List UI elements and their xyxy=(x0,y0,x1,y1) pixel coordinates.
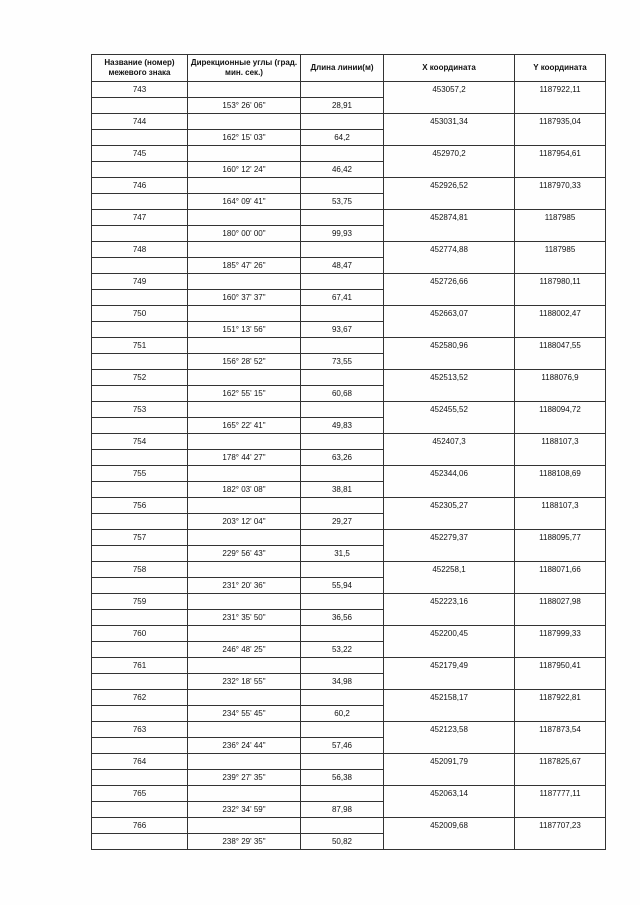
y-coordinate: 1188095,77 xyxy=(515,530,606,546)
marker-empty xyxy=(92,610,188,626)
bearing-angle: 185° 47' 26" xyxy=(188,258,301,274)
x-coordinate: 452774,88 xyxy=(384,242,515,258)
bearing-angle: 156° 28' 52" xyxy=(188,354,301,370)
table-row-point xyxy=(92,146,606,162)
line-length: 46,42 xyxy=(301,162,384,178)
x-empty xyxy=(384,354,515,370)
marker-name: 751 xyxy=(92,338,188,354)
bearing-angle: 203° 12' 04" xyxy=(188,514,301,530)
y-empty xyxy=(515,258,606,274)
table-row-point xyxy=(92,786,606,802)
line-length: 48,47 xyxy=(301,258,384,274)
length-empty xyxy=(301,722,384,738)
bearing-angle: 160° 12' 24" xyxy=(188,162,301,178)
y-coordinate: 1187922,81 xyxy=(515,690,606,706)
bearing-empty xyxy=(188,210,301,226)
marker-name: 749 xyxy=(92,274,188,290)
length-empty xyxy=(301,690,384,706)
line-length: 67,41 xyxy=(301,290,384,306)
x-empty xyxy=(384,450,515,466)
table-row-point xyxy=(92,274,606,290)
y-empty xyxy=(515,834,606,850)
marker-name: 762 xyxy=(92,690,188,706)
marker-empty xyxy=(92,834,188,850)
header-length: Длина линии(м) xyxy=(301,55,384,82)
marker-empty xyxy=(92,706,188,722)
length-empty xyxy=(301,146,384,162)
x-empty xyxy=(384,834,515,850)
x-coordinate: 452455,52 xyxy=(384,402,515,418)
table-row-line xyxy=(92,642,606,658)
bearing-empty xyxy=(188,786,301,802)
y-coordinate: 1187980,11 xyxy=(515,274,606,290)
length-empty xyxy=(301,754,384,770)
table-row-point xyxy=(92,82,606,98)
bearing-empty xyxy=(188,146,301,162)
x-empty xyxy=(384,770,515,786)
table-row-point xyxy=(92,434,606,450)
table-row-line xyxy=(92,354,606,370)
marker-empty xyxy=(92,738,188,754)
marker-name: 764 xyxy=(92,754,188,770)
table-row-line xyxy=(92,770,606,786)
table-row-point xyxy=(92,530,606,546)
x-coordinate: 452513,52 xyxy=(384,370,515,386)
y-empty xyxy=(515,482,606,498)
length-empty xyxy=(301,466,384,482)
marker-empty xyxy=(92,226,188,242)
bearing-angle: 180° 00' 00" xyxy=(188,226,301,242)
length-empty xyxy=(301,530,384,546)
coordinates-table xyxy=(91,54,606,850)
marker-empty xyxy=(92,418,188,434)
x-coordinate: 452258,1 xyxy=(384,562,515,578)
table-row-point xyxy=(92,498,606,514)
x-empty xyxy=(384,514,515,530)
bearing-empty xyxy=(188,690,301,706)
marker-empty xyxy=(92,578,188,594)
y-empty xyxy=(515,738,606,754)
bearing-angle: 234° 55' 45" xyxy=(188,706,301,722)
bearing-empty xyxy=(188,274,301,290)
x-coordinate: 453057,2 xyxy=(384,82,515,98)
line-length: 63,26 xyxy=(301,450,384,466)
bearing-angle: 229° 56' 43" xyxy=(188,546,301,562)
x-empty xyxy=(384,706,515,722)
x-empty xyxy=(384,578,515,594)
line-length: 55,94 xyxy=(301,578,384,594)
bearing-empty xyxy=(188,370,301,386)
x-empty xyxy=(384,610,515,626)
length-empty xyxy=(301,658,384,674)
x-coordinate: 452926,52 xyxy=(384,178,515,194)
y-coordinate: 1187707,23 xyxy=(515,818,606,834)
header-bearing: Дирекционные углы (град. мин. сек.) xyxy=(188,55,301,82)
y-empty xyxy=(515,194,606,210)
y-coordinate: 1188071,66 xyxy=(515,562,606,578)
y-coordinate: 1188002,47 xyxy=(515,306,606,322)
table-row-line xyxy=(92,450,606,466)
x-empty xyxy=(384,546,515,562)
y-coordinate: 1187985 xyxy=(515,242,606,258)
table-row-point xyxy=(92,306,606,322)
length-empty xyxy=(301,82,384,98)
x-empty xyxy=(384,674,515,690)
table-body xyxy=(92,82,606,850)
y-empty xyxy=(515,674,606,690)
length-empty xyxy=(301,434,384,450)
x-empty xyxy=(384,226,515,242)
marker-name: 755 xyxy=(92,466,188,482)
length-empty xyxy=(301,370,384,386)
line-length: 31,5 xyxy=(301,546,384,562)
x-empty xyxy=(384,802,515,818)
marker-name: 743 xyxy=(92,82,188,98)
bearing-empty xyxy=(188,626,301,642)
bearing-empty xyxy=(188,498,301,514)
table-row-line xyxy=(92,290,606,306)
y-empty xyxy=(515,514,606,530)
y-coordinate: 1187777,11 xyxy=(515,786,606,802)
marker-name: 766 xyxy=(92,818,188,834)
bearing-angle: 165° 22' 41" xyxy=(188,418,301,434)
y-empty xyxy=(515,322,606,338)
y-coordinate: 1188107,3 xyxy=(515,434,606,450)
table-row-line xyxy=(92,322,606,338)
table-row-point xyxy=(92,690,606,706)
y-coordinate: 1187950,41 xyxy=(515,658,606,674)
table-row-line xyxy=(92,578,606,594)
marker-empty xyxy=(92,290,188,306)
marker-empty xyxy=(92,130,188,146)
length-empty xyxy=(301,786,384,802)
line-length: 36,56 xyxy=(301,610,384,626)
table-row-line xyxy=(92,258,606,274)
x-coordinate: 452580,96 xyxy=(384,338,515,354)
marker-name: 754 xyxy=(92,434,188,450)
bearing-empty xyxy=(188,306,301,322)
marker-empty xyxy=(92,354,188,370)
table-row-point xyxy=(92,594,606,610)
y-empty xyxy=(515,386,606,402)
table-row-line xyxy=(92,514,606,530)
line-length: 93,67 xyxy=(301,322,384,338)
marker-name: 752 xyxy=(92,370,188,386)
bearing-angle: 153° 26' 06" xyxy=(188,98,301,114)
line-length: 53,75 xyxy=(301,194,384,210)
y-empty xyxy=(515,130,606,146)
bearing-angle: 160° 37' 37" xyxy=(188,290,301,306)
y-empty xyxy=(515,226,606,242)
x-empty xyxy=(384,290,515,306)
y-coordinate: 1188094,72 xyxy=(515,402,606,418)
marker-name: 753 xyxy=(92,402,188,418)
table-row-line xyxy=(92,194,606,210)
marker-empty xyxy=(92,322,188,338)
y-coordinate: 1187985 xyxy=(515,210,606,226)
y-coordinate: 1187935,04 xyxy=(515,114,606,130)
x-empty xyxy=(384,322,515,338)
table-row-point xyxy=(92,722,606,738)
table-row-line xyxy=(92,706,606,722)
bearing-empty xyxy=(188,562,301,578)
bearing-angle: 164° 09' 41" xyxy=(188,194,301,210)
bearing-empty xyxy=(188,402,301,418)
x-coordinate: 453031,34 xyxy=(384,114,515,130)
table-row-line xyxy=(92,130,606,146)
table-row-point xyxy=(92,658,606,674)
table-row-point xyxy=(92,818,606,834)
line-length: 38,81 xyxy=(301,482,384,498)
x-coordinate: 452200,45 xyxy=(384,626,515,642)
line-length: 57,46 xyxy=(301,738,384,754)
x-coordinate: 452223,16 xyxy=(384,594,515,610)
y-empty xyxy=(515,770,606,786)
length-empty xyxy=(301,114,384,130)
line-length: 60,68 xyxy=(301,386,384,402)
marker-name: 761 xyxy=(92,658,188,674)
marker-name: 758 xyxy=(92,562,188,578)
line-length: 29,27 xyxy=(301,514,384,530)
table-row-line xyxy=(92,98,606,114)
marker-name: 756 xyxy=(92,498,188,514)
table-row-point xyxy=(92,338,606,354)
table-row-line xyxy=(92,834,606,850)
y-coordinate: 1187954,61 xyxy=(515,146,606,162)
length-empty xyxy=(301,626,384,642)
line-length: 60,2 xyxy=(301,706,384,722)
bearing-empty xyxy=(188,722,301,738)
line-length: 49,83 xyxy=(301,418,384,434)
marker-empty xyxy=(92,386,188,402)
table-row-line xyxy=(92,226,606,242)
y-empty xyxy=(515,546,606,562)
y-coordinate: 1187970,33 xyxy=(515,178,606,194)
header-y: Y координата xyxy=(515,55,606,82)
table-row-point xyxy=(92,562,606,578)
length-empty xyxy=(301,306,384,322)
x-empty xyxy=(384,258,515,274)
bearing-empty xyxy=(188,818,301,834)
y-coordinate: 1188027,98 xyxy=(515,594,606,610)
x-coordinate: 452091,79 xyxy=(384,754,515,770)
marker-empty xyxy=(92,194,188,210)
table-row-point xyxy=(92,754,606,770)
length-empty xyxy=(301,338,384,354)
bearing-empty xyxy=(188,178,301,194)
line-length: 28,91 xyxy=(301,98,384,114)
x-coordinate: 452279,37 xyxy=(384,530,515,546)
table-row-line xyxy=(92,546,606,562)
line-length: 99,93 xyxy=(301,226,384,242)
length-empty xyxy=(301,210,384,226)
table-row-line xyxy=(92,482,606,498)
bearing-empty xyxy=(188,242,301,258)
marker-name: 746 xyxy=(92,178,188,194)
y-coordinate: 1188108,69 xyxy=(515,466,606,482)
bearing-empty xyxy=(188,338,301,354)
table-row-point xyxy=(92,210,606,226)
bearing-angle: 239° 27' 35" xyxy=(188,770,301,786)
marker-name: 757 xyxy=(92,530,188,546)
line-length: 53,22 xyxy=(301,642,384,658)
bearing-empty xyxy=(188,594,301,610)
bearing-empty xyxy=(188,434,301,450)
bearing-angle: 162° 15' 03" xyxy=(188,130,301,146)
y-empty xyxy=(515,706,606,722)
bearing-empty xyxy=(188,658,301,674)
x-empty xyxy=(384,642,515,658)
bearing-angle: 232° 18' 55" xyxy=(188,674,301,690)
table-row-point xyxy=(92,178,606,194)
y-coordinate: 1188107,3 xyxy=(515,498,606,514)
marker-name: 745 xyxy=(92,146,188,162)
marker-name: 765 xyxy=(92,786,188,802)
marker-name: 747 xyxy=(92,210,188,226)
marker-empty xyxy=(92,162,188,178)
x-coordinate: 452063,14 xyxy=(384,786,515,802)
bearing-angle: 236° 24' 44" xyxy=(188,738,301,754)
y-empty xyxy=(515,98,606,114)
x-empty xyxy=(384,386,515,402)
bearing-empty xyxy=(188,114,301,130)
x-coordinate: 452009,68 xyxy=(384,818,515,834)
marker-empty xyxy=(92,258,188,274)
y-coordinate: 1187922,11 xyxy=(515,82,606,98)
y-coordinate: 1187999,33 xyxy=(515,626,606,642)
y-empty xyxy=(515,290,606,306)
line-length: 64,2 xyxy=(301,130,384,146)
header-x: X координата xyxy=(384,55,515,82)
marker-empty xyxy=(92,450,188,466)
marker-empty xyxy=(92,770,188,786)
bearing-empty xyxy=(188,82,301,98)
length-empty xyxy=(301,498,384,514)
marker-empty xyxy=(92,98,188,114)
table-row-line xyxy=(92,418,606,434)
marker-name: 748 xyxy=(92,242,188,258)
y-coordinate: 1188047,55 xyxy=(515,338,606,354)
bearing-angle: 232° 34' 59" xyxy=(188,802,301,818)
marker-empty xyxy=(92,802,188,818)
header-marker-name: Название (номер) межевого знака xyxy=(92,55,188,82)
y-empty xyxy=(515,578,606,594)
x-coordinate: 452123,58 xyxy=(384,722,515,738)
bearing-angle: 238° 29' 35" xyxy=(188,834,301,850)
marker-empty xyxy=(92,546,188,562)
bearing-angle: 231° 35' 50" xyxy=(188,610,301,626)
marker-empty xyxy=(92,674,188,690)
bearing-angle: 162° 55' 15" xyxy=(188,386,301,402)
y-coordinate: 1187873,54 xyxy=(515,722,606,738)
marker-empty xyxy=(92,642,188,658)
line-length: 34,98 xyxy=(301,674,384,690)
marker-name: 760 xyxy=(92,626,188,642)
line-length: 87,98 xyxy=(301,802,384,818)
marker-empty xyxy=(92,482,188,498)
marker-name: 763 xyxy=(92,722,188,738)
y-coordinate: 1187825,67 xyxy=(515,754,606,770)
x-empty xyxy=(384,98,515,114)
length-empty xyxy=(301,274,384,290)
x-empty xyxy=(384,482,515,498)
x-coordinate: 452874,81 xyxy=(384,210,515,226)
table-row-point xyxy=(92,114,606,130)
marker-name: 750 xyxy=(92,306,188,322)
x-empty xyxy=(384,162,515,178)
x-empty xyxy=(384,418,515,434)
table-row-point xyxy=(92,466,606,482)
bearing-angle: 246° 48' 25" xyxy=(188,642,301,658)
bearing-angle: 231° 20' 36" xyxy=(188,578,301,594)
table-row-line xyxy=(92,738,606,754)
y-empty xyxy=(515,610,606,626)
table-row-line xyxy=(92,162,606,178)
bearing-angle: 178° 44' 27" xyxy=(188,450,301,466)
table-row-point xyxy=(92,242,606,258)
bearing-empty xyxy=(188,754,301,770)
x-coordinate: 452970,2 xyxy=(384,146,515,162)
table-row-line xyxy=(92,802,606,818)
line-length: 56,38 xyxy=(301,770,384,786)
bearing-angle: 182° 03' 08" xyxy=(188,482,301,498)
bearing-empty xyxy=(188,530,301,546)
y-empty xyxy=(515,802,606,818)
y-empty xyxy=(515,642,606,658)
table-row-point xyxy=(92,402,606,418)
length-empty xyxy=(301,594,384,610)
table-row-point xyxy=(92,626,606,642)
y-empty xyxy=(515,418,606,434)
x-coordinate: 452663,07 xyxy=(384,306,515,322)
line-length: 73,55 xyxy=(301,354,384,370)
table-row-line xyxy=(92,674,606,690)
table-row-line xyxy=(92,386,606,402)
y-empty xyxy=(515,450,606,466)
y-empty xyxy=(515,354,606,370)
y-empty xyxy=(515,162,606,178)
x-coordinate: 452407,3 xyxy=(384,434,515,450)
bearing-angle: 151° 13' 56" xyxy=(188,322,301,338)
length-empty xyxy=(301,178,384,194)
x-empty xyxy=(384,130,515,146)
x-empty xyxy=(384,738,515,754)
length-empty xyxy=(301,242,384,258)
x-coordinate: 452158,17 xyxy=(384,690,515,706)
x-coordinate: 452305,27 xyxy=(384,498,515,514)
x-coordinate: 452726,66 xyxy=(384,274,515,290)
x-coordinate: 452179,49 xyxy=(384,658,515,674)
length-empty xyxy=(301,818,384,834)
table-row-point xyxy=(92,370,606,386)
bearing-empty xyxy=(188,466,301,482)
table-row-line xyxy=(92,610,606,626)
line-length: 50,82 xyxy=(301,834,384,850)
x-coordinate: 452344,06 xyxy=(384,466,515,482)
x-empty xyxy=(384,194,515,210)
length-empty xyxy=(301,402,384,418)
y-coordinate: 1188076,9 xyxy=(515,370,606,386)
marker-empty xyxy=(92,514,188,530)
marker-name: 744 xyxy=(92,114,188,130)
table-header-row xyxy=(92,55,606,82)
length-empty xyxy=(301,562,384,578)
marker-name: 759 xyxy=(92,594,188,610)
